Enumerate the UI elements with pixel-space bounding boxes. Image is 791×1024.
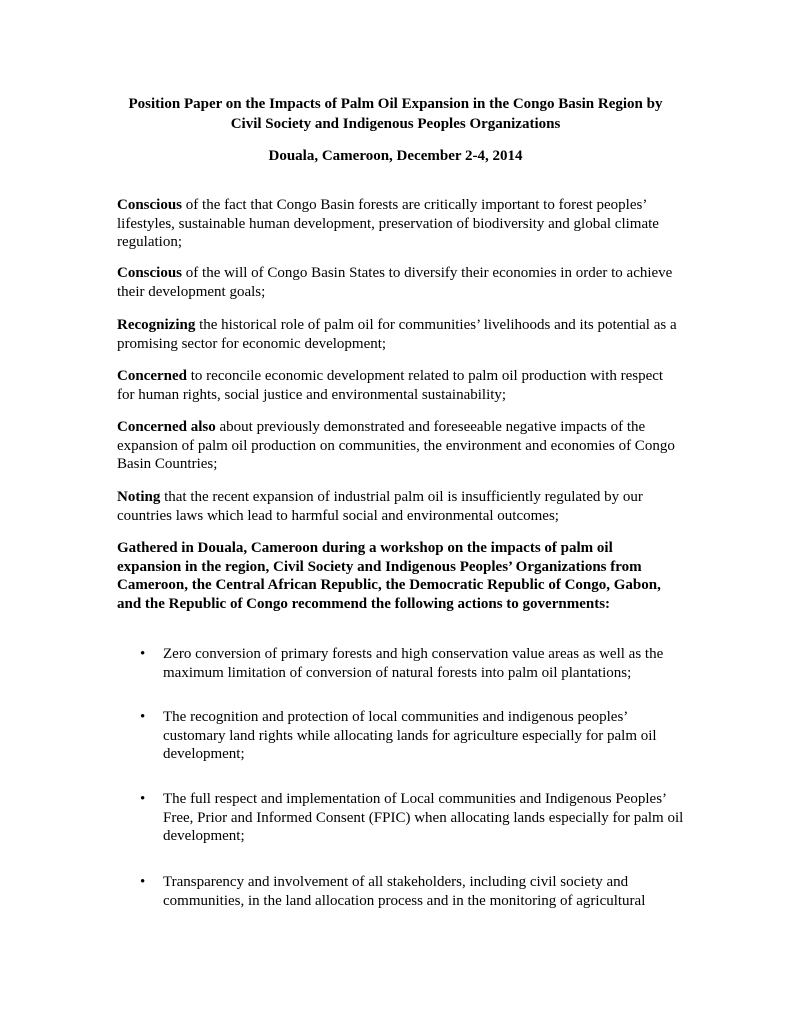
paragraph-concerned-also — [117, 418, 677, 474]
paragraph-conscious-forests — [117, 196, 677, 252]
recommendation-text: The full respect and implementation of Local communities and Indigenous Peoples’ Free, Prior and Informed Consent (FPIC) when allocating lands especially for palm oil development; — [163, 791, 684, 844]
recommendation-text: The recognition and protection of local communities and indigenous peoples’ customary land rights while allocating lands for agriculture especially for palm oil development; — [163, 709, 657, 762]
recommendation-text: Zero conversion of primary forests and high conservation value areas as well as the maximum limitation of conversion of natural forests into palm oil plantations; — [163, 646, 664, 681]
paragraph-text: to reconcile economic development related to palm oil production with respect for human rights, social justice and environmental sustainability; — [117, 368, 664, 403]
place-date: Douala, Cameroon, December 2-4, 2014 — [268, 148, 523, 164]
paragraph-lead: Recognizing — [117, 317, 196, 333]
paragraph-lead: Concerned — [117, 368, 187, 384]
title-line-2: Civil Society and Indigenous Peoples Organizations — [230, 116, 561, 132]
paragraph-text: of the will of Congo Basin States to diversify their economies in order to achieve their development goals; — [117, 265, 673, 300]
recommendation-text: Transparency and involvement of all stakeholders, including civil society and communities, in the land allocation process and in the monitoring of agricultural — [163, 874, 646, 909]
paragraph-text: about previously demonstrated and foreseeable negative impacts of the expansion of palm oil production on communities, the environment and economies of Congo Basin Countries; — [117, 419, 675, 472]
gathered-statement: Gathered in Douala, Cameroon during a workshop on the impacts of palm oil expansion in the region, Civil Society and Indigenous Peoples’ Organizations from Cameroon, the Central African Republic, the Democratic Republic of Congo, Gabon, and the Republic of Congo recommend the following actions to governments: — [117, 540, 661, 612]
paragraph-text: of the fact that Congo Basin forests are critically important to forest peoples’ lifestyles, sustainable human development, preservation of biodiversity and global climate regulation; — [117, 197, 659, 250]
bullet-icon: • — [140, 874, 146, 890]
bullet-icon: • — [140, 709, 146, 725]
paragraph-lead: Noting — [117, 489, 161, 505]
paragraph-conscious-states — [117, 264, 677, 301]
bullet-icon: • — [140, 646, 146, 662]
paragraph-concerned — [117, 367, 677, 404]
title-line-1: Position Paper on the Impacts of Palm Oil Expansion in the Congo Basin Region by — [128, 96, 663, 112]
paragraph-noting — [117, 488, 677, 525]
paragraph-text: that the recent expansion of industrial palm oil is insufficiently regulated by our countries laws which lead to harmful social and environmental outcomes; — [117, 489, 643, 524]
paragraph-lead: Conscious — [117, 197, 183, 213]
document-title — [100, 94, 691, 134]
paragraph-lead: Concerned also — [117, 419, 216, 435]
paragraph-recognizing — [117, 316, 677, 353]
bullet-icon: • — [140, 791, 146, 807]
paragraph-text: the historical role of palm oil for communities’ livelihoods and its potential as a promising sector for economic development; — [117, 317, 677, 352]
paragraph-lead: Conscious — [117, 265, 183, 281]
